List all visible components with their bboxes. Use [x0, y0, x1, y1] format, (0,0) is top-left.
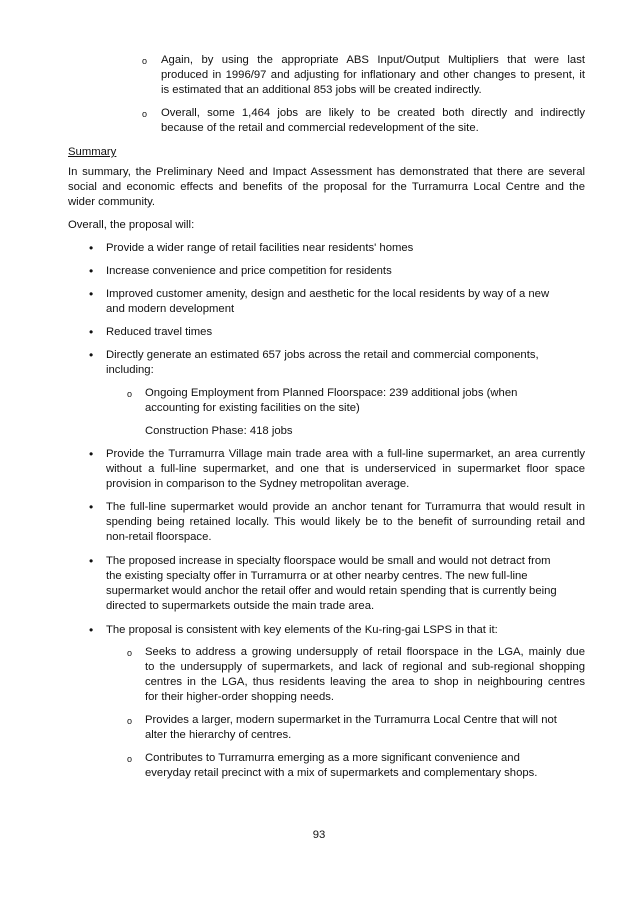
bullet-text: supermarket would anchor the retail offer and would retain spending that is currently being	[106, 585, 557, 597]
bullet-text: The proposed increase in specialty floorspace would be small and would not detract from	[106, 555, 551, 567]
sub-bullet-marker: o	[127, 754, 133, 764]
bullet-text: The proposal is consistent with key elements of the Ku-ring-gai LSPS in that it:	[106, 624, 498, 636]
summary-paragraph-line: In summary, the Preliminary Need and Impact Assessment has demonstrated that there are several	[68, 166, 585, 178]
bullet-text: Improved customer amenity, design and aesthetic for the local residents by way of a new	[106, 288, 550, 300]
bullet-text: spending being retained locally. This would likely be to the benefit of surrounding retail and	[106, 516, 585, 528]
bullet-text: Directly generate an estimated 657 jobs across the retail and commercial components,	[106, 349, 539, 361]
bullet-marker: •	[89, 623, 94, 637]
sub-bullet-text: everyday retail precinct with a mix of supermarkets and complementary shops.	[145, 767, 538, 779]
text-line: is estimated that an additional 853 jobs will be created indirectly.	[161, 84, 482, 96]
bullet-text: Provide a wider range of retail facilities near residents' homes	[106, 242, 414, 254]
bullet-text: non-retail floorspace.	[106, 531, 212, 543]
bullet-marker: •	[89, 287, 94, 301]
bullet-text: Reduced travel times	[106, 326, 213, 338]
bullet-text: provision in comparison to the Sydney metropolitan average.	[106, 478, 410, 490]
overall-intro: Overall, the proposal will:	[68, 219, 195, 231]
text-line: Overall, some 1,464 jobs are likely to be created both directly and indirectly	[161, 107, 585, 119]
bullet-marker: •	[89, 554, 94, 568]
page-number: 93	[312, 829, 326, 841]
bullet-marker: •	[89, 264, 94, 278]
bullet-text: directed to supermarkets outside the main trade area.	[106, 600, 375, 612]
text-line: because of the retail and commercial redevelopment of the site.	[161, 122, 479, 134]
summary-paragraph-line: social and economic effects and benefits of the proposal for the Turramurra Local Centre and the	[68, 181, 585, 193]
bullet-marker: •	[89, 325, 94, 339]
sub-bullet-text: to the undersupply of supermarkets, and lack of regional and sub-regional shopping	[145, 661, 585, 673]
bullet-text: without a full-line supermarket, and one that is underserviced in supermarket floor space	[106, 463, 585, 475]
sub-bullet-marker: o	[142, 109, 148, 119]
sub-bullet-marker: o	[127, 389, 133, 399]
text-line: Again, by using the appropriate ABS Input/Output Multipliers that were last	[161, 54, 585, 66]
sub-bullet-text: Ongoing Employment from Planned Floorspace: 239 additional jobs (when	[145, 387, 518, 399]
bullet-text: the existing specialty offer in Turramurra or at other nearby centres. The new full-line	[106, 570, 528, 582]
sub-bullet-marker: o	[142, 56, 148, 66]
bullet-text: The full-line supermarket would provide an anchor tenant for Turramurra that would result in	[106, 501, 585, 513]
sub-bullet-text: Contributes to Turramurra emerging as a more significant convenience and	[145, 752, 520, 764]
summary-paragraph-line: wider community.	[68, 196, 156, 208]
bullet-text: Increase convenience and price competition for residents	[106, 265, 392, 277]
bullet-marker: •	[89, 348, 94, 362]
text-line: produced in 1996/97 and adjusting for inflationary and other changes to present, it	[161, 69, 585, 81]
bullet-marker: •	[89, 500, 94, 514]
sub-bullet-text: Provides a larger, modern supermarket in the Turramurra Local Centre that will not	[145, 714, 557, 726]
bullet-text: Provide the Turramurra Village main trade area with a full-line supermarket, an area currently	[106, 448, 585, 460]
bullet-text: and modern development	[106, 303, 235, 315]
bullet-text: including:	[106, 364, 154, 376]
sub-bullet-text: Seeks to address a growing undersupply of retail floorspace in the LGA, mainly due	[145, 646, 585, 658]
sub-bullet-text: for their higher-order shopping needs.	[145, 691, 335, 703]
bullet-marker: •	[89, 241, 94, 255]
sub-bullet-text: alter the hierarchy of centres.	[145, 729, 292, 741]
sub-bullet-marker: o	[127, 648, 133, 658]
sub-bullet-text: accounting for existing facilities on the site)	[145, 402, 360, 414]
summary-heading: Summary	[68, 146, 117, 158]
sub-bullet-text: centres in the LGA, thus residents leaving the area to shop in neighbouring centres	[145, 676, 585, 688]
bullet-marker: •	[89, 447, 94, 461]
sub-bullet-marker: o	[127, 716, 133, 726]
construction-phase-text: Construction Phase: 418 jobs	[145, 425, 293, 437]
